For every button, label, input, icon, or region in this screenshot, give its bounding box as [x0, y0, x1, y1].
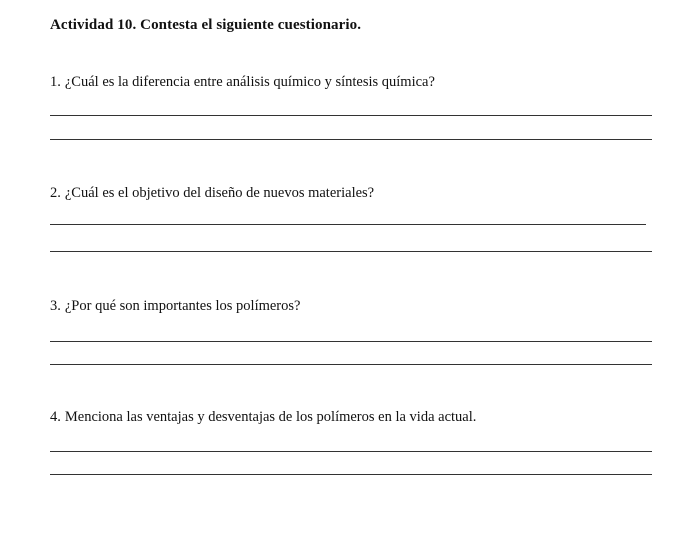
answer-line-1a[interactable]	[50, 115, 652, 116]
question-4	[50, 409, 476, 426]
question-3	[50, 298, 300, 315]
question-1-number: 1.	[50, 74, 61, 90]
question-2	[50, 185, 374, 202]
question-2-text: ¿Cuál es el objetivo del diseño de nuevos materiales?	[64, 185, 375, 201]
answer-line-1b[interactable]	[50, 139, 652, 140]
worksheet-title: Actividad 10. Contesta el siguiente cuestionario.	[50, 17, 362, 33]
question-1-text: ¿Cuál es la diferencia entre análisis químico y síntesis química?	[64, 74, 435, 90]
answer-line-3a[interactable]	[50, 341, 652, 342]
answer-line-2b[interactable]	[50, 251, 652, 252]
question-4-text: Menciona las ventajas y desventajas de los polímeros en la vida actual.	[64, 409, 477, 425]
answer-line-4b[interactable]	[50, 474, 652, 475]
question-4-number: 4.	[50, 409, 61, 425]
answer-line-3b[interactable]	[50, 364, 652, 365]
answer-line-2a[interactable]	[50, 224, 646, 225]
answer-line-4a[interactable]	[50, 451, 652, 452]
question-2-number: 2.	[50, 185, 61, 201]
question-3-number: 3.	[50, 298, 61, 314]
question-1	[50, 74, 435, 91]
question-3-text: ¿Por qué son importantes los polímeros?	[64, 298, 301, 314]
